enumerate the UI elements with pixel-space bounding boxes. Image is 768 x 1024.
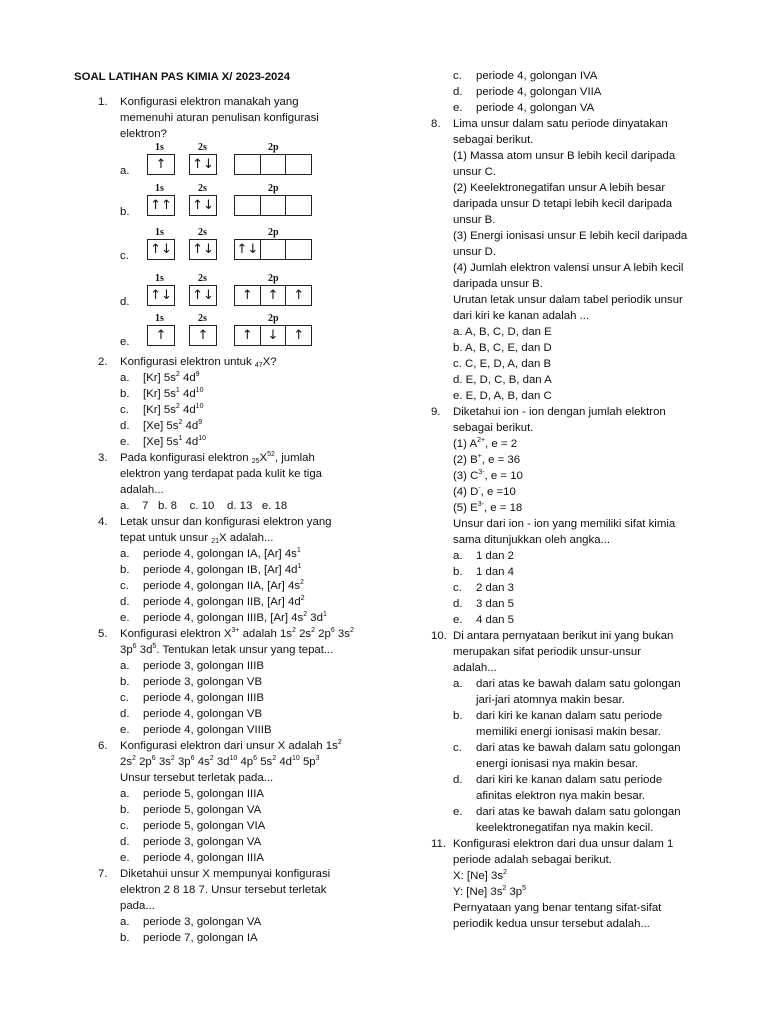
question-number: 3. [98, 452, 108, 464]
question-text: merupakan sifat periodik unsur-unsur [453, 646, 642, 658]
question-text: (3) Energi ionisasi unsur E lebih kecil daripada [453, 230, 688, 242]
option-e: 4 dan 5 [476, 614, 515, 626]
question-text: tepat untuk unsur $_{21}$X adalah... [120, 532, 274, 545]
question-text: memenuhi aturan penulisan konfigurasi [120, 112, 319, 124]
option-b: periode 5, golongan VA [143, 804, 262, 816]
orbital-cell [261, 155, 287, 174]
orbital-header: 2p [268, 313, 279, 324]
question-text: Letak unsur dan konfigurasi elektron yang [120, 516, 332, 528]
orbital-header: 2p [268, 227, 279, 238]
orbital-header: 1s [155, 313, 164, 324]
orbital-2p-box [234, 154, 312, 175]
question-number: 8. [431, 118, 441, 130]
option-letter: a. [120, 165, 130, 177]
orbital-2s-box [189, 325, 217, 346]
orbital-cell: ↑ [293, 288, 305, 303]
option-c: energi ionisasi nya makin besar. [476, 758, 639, 770]
option-d: dari kiri ke kanan dalam satu periode [476, 774, 663, 786]
option-a: periode 5, golongan IIIA [143, 788, 264, 800]
orbital-cell: ↑ [261, 286, 287, 305]
option-d: periode 4, golongan IIB, [Ar] $4d^2$ [143, 595, 305, 608]
orbital-cell: ↑ [155, 328, 167, 343]
orbital-2s-box [189, 154, 217, 175]
question-text: d. E, D, C, B, dan A [453, 374, 552, 386]
orbital-header: 1s [155, 142, 164, 153]
orbital-header: 2p [268, 183, 279, 194]
orbital-cell [286, 240, 311, 259]
question-text: Konfigurasi elektron $X^{3+}$ adalah $1s^2$ $2s^2$ $2p^6$ $3s^2$ [120, 627, 354, 640]
question-number: 7. [98, 868, 108, 880]
question-text: (1) Massa atom unsur B lebih kecil daripada [453, 150, 676, 162]
orbital-header: 1s [155, 227, 164, 238]
option-letter: e. [453, 806, 463, 818]
orbital-header: 1s [155, 273, 164, 284]
orbital-cell: ↑ [155, 157, 167, 172]
question-text: Konfigurasi elektron dari dua unsur dalam 1 [453, 838, 674, 850]
option-a: periode 3, golongan IIIB [143, 660, 264, 672]
ion-item: (3) $C^{3-}$, e = 10 [453, 469, 523, 482]
config-y: Y: [Ne] $3s^2$ $3p^5$ [453, 885, 527, 898]
question-text: Konfigurasi elektron dari unsur X adalah $1s^2$ [120, 739, 342, 752]
orbital-header: 2s [198, 183, 207, 194]
option-letter: a. [453, 550, 463, 562]
question-text: (4) Jumlah elektron valensi unsur A lebih kecil [453, 262, 684, 274]
orbital-cell: ↑↓ [150, 242, 172, 257]
question-number: 4. [98, 516, 108, 528]
question-text: Konfigurasi elektron manakah yang [120, 96, 299, 108]
option-letter: b. [453, 710, 463, 722]
option-c: [Kr] $5s^2$ $4d^{10}$ [143, 403, 204, 416]
orbital-header: 2s [198, 227, 207, 238]
option-b: 1 dan 4 [476, 566, 515, 578]
option-e: periode 4, golongan IIIA [143, 852, 264, 864]
option-letter: e. [453, 102, 463, 114]
option-b: [Kr] $5s^1$ $4d^{10}$ [143, 387, 204, 400]
question-number: 1. [98, 96, 108, 108]
option-letter: b. [120, 388, 130, 400]
option-letter: c. [453, 582, 462, 594]
question-text: Di antara pernyataan berikut ini yang bukan [453, 630, 674, 642]
option-a: dari atas ke bawah dalam satu golongan [476, 678, 681, 690]
orbital-cell: ↑ [235, 286, 261, 305]
option-letter: b. [120, 804, 130, 816]
option-letter: d. [120, 708, 130, 720]
option-e: keelektronegatifan nya makin kecil. [476, 822, 654, 834]
options-inline: a. 7 b. 8 c. 10 d. 13 e. 18 [120, 500, 288, 512]
orbital-header: 2s [198, 142, 207, 153]
question-text: sebagai berikut. [453, 134, 534, 146]
question-text: daripada unsur D tetapi lebih kecil daripada [453, 198, 673, 210]
question-text: Pernyataan yang benar tentang sifat-sifat [453, 902, 662, 914]
option-c: dari atas ke bawah dalam satu golongan [476, 742, 681, 754]
orbital-header: 1s [155, 183, 164, 194]
option-d: periode 3, golongan VA [143, 836, 262, 848]
option-d: 3 dan 5 [476, 598, 515, 610]
option-e: [Xe] $5s^1$ $4d^{10}$ [143, 435, 207, 448]
option-letter: d. [120, 836, 130, 848]
option-letter: d. [120, 296, 130, 308]
config-x: X: [Ne] $3s^2$ [453, 869, 507, 882]
orbital-header: 2p [268, 273, 279, 284]
question-text: elektron yang terdapat pada kulit ke tiga [120, 468, 323, 480]
question-number: 6. [98, 740, 108, 752]
option-letter: c. [120, 820, 129, 832]
option-letter: c. [453, 742, 462, 754]
question-number: 11. [431, 838, 446, 850]
orbital-cell [261, 240, 287, 259]
option-c: periode 4, golongan IVA [476, 70, 598, 82]
orbital-1s-box [147, 325, 175, 346]
question-text: a. A, B, C, D, dan E [453, 326, 552, 338]
orbital-cell: ↑ [293, 328, 305, 343]
orbital-2s-box [189, 285, 217, 306]
question-text: b. A, B, C, E, dan D [453, 342, 552, 354]
option-c: periode 4, golongan IIA, [Ar] $4s^2$ [143, 579, 304, 592]
question-text: pada... [120, 900, 155, 912]
orbital-cell [286, 155, 311, 174]
option-d: periode 4, golongan VB [143, 708, 263, 720]
option-e: periode 4, golongan VA [476, 102, 595, 114]
option-b: periode 4, golongan IB, [Ar] $4d^1$ [143, 563, 302, 576]
option-d: afinitas elektron nya makin besar. [476, 790, 646, 802]
question-text: unsur D. [453, 246, 497, 258]
orbital-header: 2s [198, 273, 207, 284]
question-text: Diketahui unsur X mempunyai konfigurasi [120, 868, 331, 880]
ion-item: (5) $E^{3-}$, e = 18 [453, 501, 523, 514]
orbital-cell [286, 196, 311, 215]
question-text: sama ditunjukkan oleh angka... [453, 534, 611, 546]
option-c: 2 dan 3 [476, 582, 515, 594]
option-letter: a. [120, 372, 130, 384]
question-text: $3p^6$ $3d^5$. Tentukan letak unsur yang tepat... [120, 643, 334, 656]
option-letter: e. [120, 724, 130, 736]
option-letter: c. [120, 250, 129, 262]
option-letter: b. [120, 206, 130, 218]
page-title: SOAL LATIHAN PAS KIMIA X/ 2023-2024 [74, 71, 291, 83]
option-d: [Xe] $5s^2$ $4d^9$ [143, 419, 203, 432]
question-text: Konfigurasi elektron untuk $_{47}$X? [120, 356, 277, 369]
orbital-cell: ↑↓ [235, 240, 261, 259]
question-text: c. C, E, D, A, dan B [453, 358, 552, 370]
option-letter: d. [453, 598, 463, 610]
question-number: 5. [98, 628, 108, 640]
orbital-2p-box [234, 239, 312, 260]
question-text: Lima unsur dalam satu periode dinyatakan [453, 118, 668, 130]
orbital-cell: ↑↑ [150, 198, 172, 213]
option-letter: c. [120, 580, 129, 592]
question-text: Diketahui ion - ion dengan jumlah elektron [453, 406, 666, 418]
electron-configuration: $2s^2$ $2p^6$ $3s^2$ $3p^6$ $4s^2$ $3d^{10}$ $4p^6$ $5s^2$ $4d^{10}$ $5p^3$ [120, 755, 320, 768]
option-letter: b. [120, 676, 130, 688]
question-text: adalah... [453, 662, 497, 674]
orbital-cell: ↑↓ [150, 288, 172, 303]
option-b: memiliki energi ionisasi makin besar. [476, 726, 661, 738]
option-b: periode 3, golongan VB [143, 676, 263, 688]
orbital-cell: ↑↓ [192, 242, 214, 257]
option-letter: d. [453, 86, 463, 98]
question-number: 10. [431, 630, 447, 642]
question-text: (2) Keelektronegatifan unsur A lebih besar [453, 182, 666, 194]
question-text: elektron? [120, 128, 167, 140]
option-letter: e. [120, 336, 130, 348]
question-text: sebagai berikut. [453, 422, 534, 434]
ion-item: (2) B+, e = 36 [453, 453, 521, 466]
question-text: daripada unsur B. [453, 278, 543, 290]
ion-item: (1) $A^{2+}$, e = 2 [453, 437, 518, 450]
option-letter: c. [120, 692, 129, 704]
orbital-cell [261, 196, 287, 215]
option-letter: a. [120, 660, 130, 672]
orbital-1s-box [147, 195, 175, 216]
orbital-cell: ↑ [235, 326, 261, 345]
question-text: Unsur dari ion - ion yang memiliki sifat kimia [453, 518, 676, 530]
option-a: jari-jari atomnya makin besar. [476, 694, 625, 706]
option-letter: d. [120, 596, 130, 608]
question-number: 9. [431, 406, 441, 418]
orbital-cell [235, 196, 261, 215]
orbital-1s-box [147, 239, 175, 260]
option-c: periode 4, golongan IIIB [143, 692, 264, 704]
question-text: unsur C. [453, 166, 497, 178]
option-letter: e. [453, 614, 463, 626]
question-text: dari kiri ke kanan adalah ... [453, 310, 590, 322]
option-d: periode 4, golongan VIIA [476, 86, 602, 98]
option-letter: a. [120, 548, 130, 560]
orbital-header: 2s [198, 313, 207, 324]
question-text: Unsur tersebut terletak pada... [120, 772, 274, 784]
option-letter: b. [120, 932, 130, 944]
option-letter: a. [120, 916, 130, 928]
orbital-cell: ↓ [261, 326, 287, 345]
question-text: Urutan letak unsur dalam tabel periodik unsur [453, 294, 683, 306]
option-letter: c. [120, 404, 129, 416]
orbital-cell: ↑↓ [192, 288, 214, 303]
ion-item: (4) D-, e =10 [453, 485, 516, 498]
option-letter: e. [120, 436, 130, 448]
question-number: 2. [98, 356, 108, 368]
orbital-2p-box [234, 195, 312, 216]
option-a: periode 3, golongan VA [143, 916, 262, 928]
orbital-header: 2p [268, 142, 279, 153]
orbital-2p-box [234, 285, 312, 306]
option-e: periode 4, golongan VIIIB [143, 724, 272, 736]
option-letter: a. [453, 678, 463, 690]
question-text: periodik kedua unsur tersebut adalah... [453, 918, 650, 930]
option-b: dari kiri ke kanan dalam satu periode [476, 710, 663, 722]
option-a: 1 dan 2 [476, 550, 515, 562]
orbital-2s-box [189, 239, 217, 260]
option-e: periode 4, golongan IIIB, [Ar] $4s^2$ $3d^1$ [143, 611, 327, 624]
orbital-1s-box [147, 154, 175, 175]
question-text: e. E, D, A, B, dan C [453, 390, 552, 402]
option-letter: e. [120, 612, 130, 624]
orbital-cell: ↑ [197, 328, 209, 343]
option-letter: b. [453, 566, 463, 578]
question-text: unsur B. [453, 214, 496, 226]
option-c: periode 5, golongan VIA [143, 820, 266, 832]
option-e: dari atas ke bawah dalam satu golongan [476, 806, 681, 818]
option-letter: b. [120, 564, 130, 576]
question-text: Pada konfigurasi elektron $_{25}X^{52}$, jumlah [120, 451, 315, 465]
question-text: adalah... [120, 484, 164, 496]
option-letter: d. [453, 774, 463, 786]
option-letter: d. [120, 420, 130, 432]
option-letter: a. [120, 788, 130, 800]
option-a: periode 4, golongan IA, [Ar] $4s^1$ [143, 547, 301, 560]
orbital-2s-box [189, 195, 217, 216]
option-a: [Kr] $5s^2$ $4d^9$ [143, 371, 200, 384]
orbital-cell [235, 155, 261, 174]
orbital-2p-box [234, 325, 312, 346]
option-letter: e. [120, 852, 130, 864]
orbital-cell: ↑↓ [192, 157, 214, 172]
option-b: periode 7, golongan IA [143, 932, 258, 944]
option-letter: c. [453, 70, 462, 82]
orbital-cell: ↑↓ [192, 198, 214, 213]
question-text: periode adalah sebagai berikut. [453, 854, 612, 866]
question-text: elektron 2 8 18 7. Unsur tersebut terletak [120, 884, 327, 896]
orbital-1s-box [147, 285, 175, 306]
